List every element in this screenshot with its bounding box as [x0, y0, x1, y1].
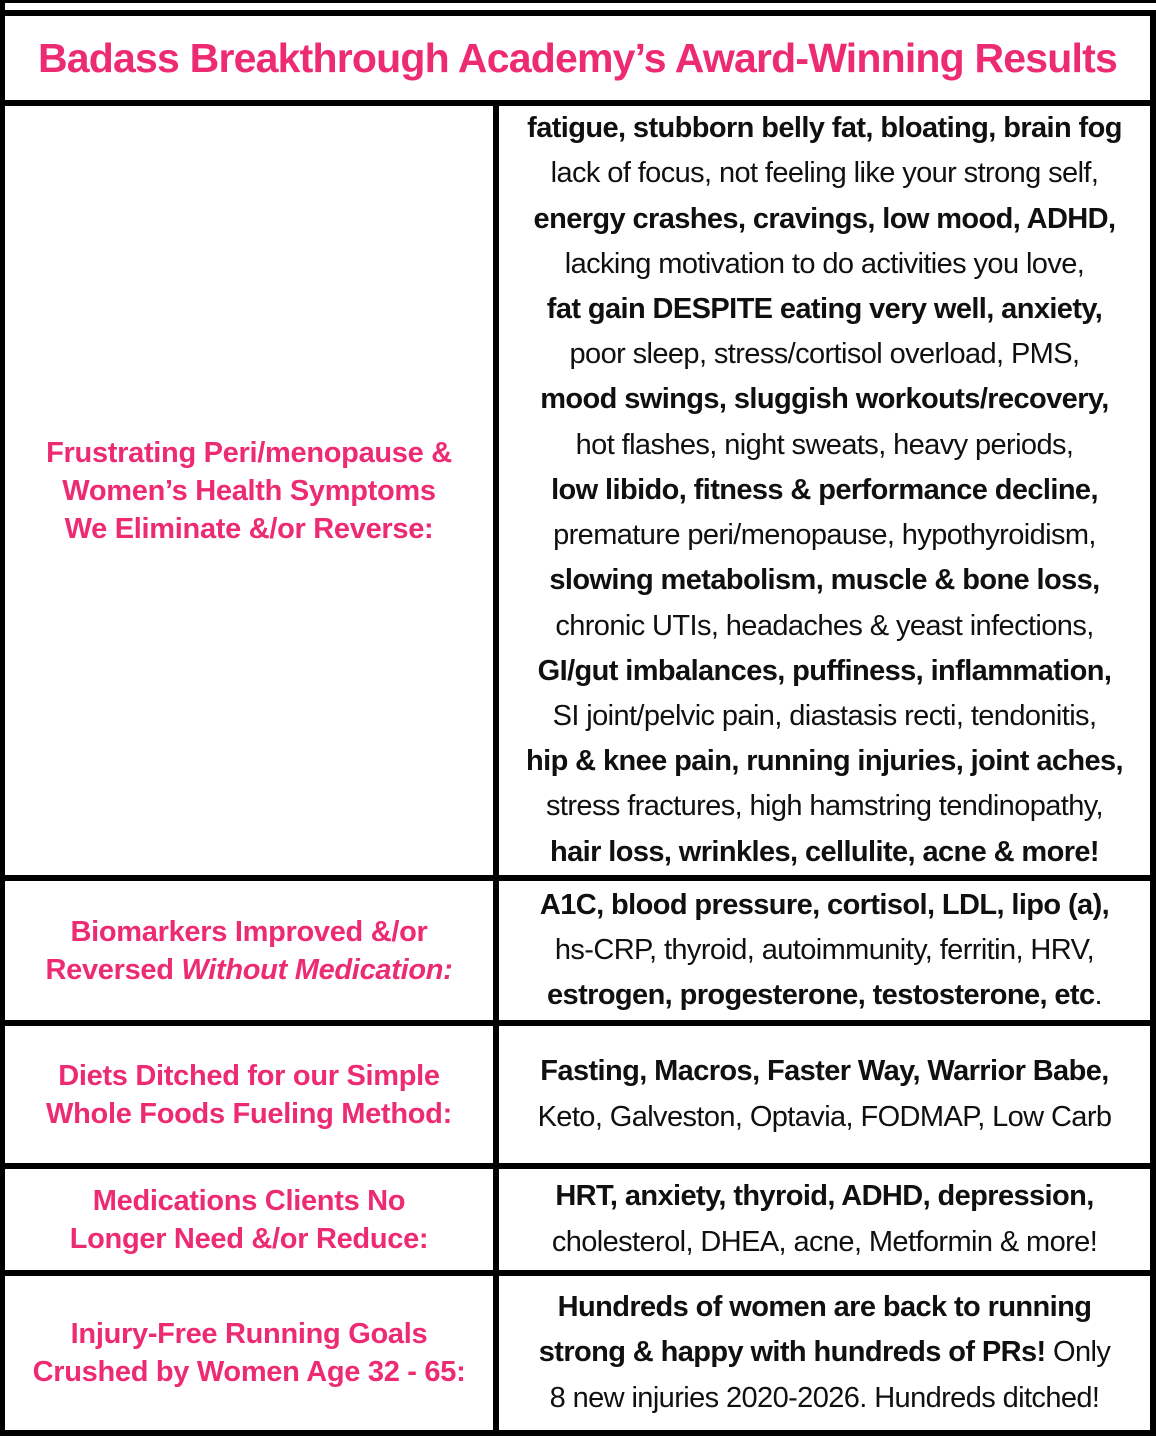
row-biomarkers-label [5, 881, 493, 1020]
row-symptoms-content [499, 106, 1150, 875]
content-line [551, 468, 1098, 513]
results-table [0, 10, 1156, 1436]
text-segment: HRT, anxiety, thyroid, ADHD, depression, [555, 1180, 1094, 1213]
content-line [540, 1049, 1108, 1094]
text-segment: Longer Need &/or Reduce: [69, 1222, 429, 1255]
text-segment: hip & knee pain, running injuries, joint aches, [526, 745, 1123, 778]
text-segment: Keto, Galveston, Optavia, FODMAP, Low Carb [537, 1100, 1112, 1133]
label-line [45, 951, 452, 989]
text-segment: Women’s Health Symptoms [62, 474, 436, 507]
text-segment: Diets Ditched for our Simple [58, 1059, 440, 1092]
row-medications-label [5, 1169, 493, 1270]
text-segment: chronic UTIs, headaches & yeast infections, [555, 609, 1094, 642]
text-segment: fatigue, stubborn belly fat, bloating, brain fog [527, 112, 1122, 145]
content-line [550, 830, 1099, 875]
content-line [553, 694, 1097, 739]
page-title: Badass Breakthrough Academy’s Award-Winning Results [38, 34, 1117, 81]
content-line [527, 106, 1122, 151]
content-line [549, 558, 1099, 603]
text-segment: Fasting, Macros, Faster Way, Warrior Babe, [540, 1055, 1109, 1088]
label-line [46, 434, 452, 472]
text-segment: Crushed by Women Age 32 - 65: [32, 1356, 466, 1388]
text-segment: poor sleep, stress/cortisol overload, PMS, [569, 338, 1080, 371]
content-line [558, 1285, 1092, 1330]
content-line [551, 151, 1099, 196]
content-line [576, 423, 1074, 468]
text-segment: fat gain DESPITE eating very well, anxiety, [546, 293, 1103, 326]
text-segment: 8 new injuries 2020-2026. Hundreds ditched! [549, 1381, 1100, 1414]
text-segment: lack of focus, not feeling like your strong self, [550, 157, 1099, 190]
label-line [58, 1057, 440, 1095]
label-line [70, 1220, 429, 1258]
text-segment: We Eliminate &/or Reverse: [64, 512, 434, 545]
text-segment: Injury-Free Running Goals [70, 1318, 428, 1350]
text-segment: slowing metabolism, muscle & bone loss, [549, 564, 1100, 597]
content-line [538, 1095, 1112, 1140]
content-line [538, 649, 1112, 694]
content-line [547, 973, 1102, 1018]
content-line [534, 197, 1116, 242]
row-symptoms-label [5, 106, 493, 875]
row-diets-label [5, 1026, 493, 1163]
label-line [93, 1182, 405, 1220]
content-line [526, 739, 1123, 784]
content-line [555, 928, 1094, 973]
label-line [46, 1095, 452, 1133]
text-segment: . [1094, 979, 1102, 1012]
text-segment: Hundreds of women are back to running [557, 1291, 1092, 1324]
row-biomarkers-content [499, 881, 1150, 1020]
content-line [565, 242, 1084, 287]
text-segment: Only [1045, 1336, 1111, 1369]
text-segment: Without Medication: [181, 953, 453, 986]
text-segment: energy crashes, cravings, low mood, ADHD, [533, 202, 1116, 235]
text-segment: Medications Clients No [92, 1184, 406, 1217]
text-segment: SI joint/pelvic pain, diastasis recti, tendonitis, [552, 699, 1097, 732]
label-line [33, 1353, 466, 1391]
label-line [65, 510, 434, 548]
text-segment: Reversed [45, 953, 182, 986]
row-medications-content [499, 1169, 1150, 1270]
text-segment: Biomarkers Improved &/or [70, 915, 428, 948]
content-line [540, 883, 1109, 928]
content-line [539, 1330, 1111, 1375]
text-segment: A1C, blood pressure, cortisol, LDL, lipo (a), [539, 888, 1110, 921]
text-segment: hot flashes, night sweats, heavy periods, [575, 428, 1074, 461]
text-segment: Frustrating Peri/menopause & [46, 436, 452, 469]
row-running-goals-content [499, 1276, 1150, 1430]
text-segment: stress fractures, high hamstring tendinopathy, [546, 790, 1103, 823]
text-segment: hair loss, wrinkles, cellulite, acne & more! [550, 835, 1099, 868]
text-segment: strong & happy with hundreds of PRs! [538, 1336, 1046, 1369]
text-segment: premature peri/menopause, hypothyroidism, [553, 519, 1096, 552]
top-border-line [0, 0, 1156, 3]
content-line [553, 513, 1096, 558]
row-diets-content [499, 1026, 1150, 1163]
content-line [550, 1376, 1100, 1421]
label-line [70, 913, 427, 951]
text-segment: hs-CRP, thyroid, autoimmunity, ferritin, HRV, [554, 933, 1095, 966]
content-line [547, 287, 1102, 332]
text-segment: estrogen, progesterone, testosterone, etc [547, 979, 1095, 1012]
table-header [5, 16, 1150, 100]
text-segment: mood swings, sluggish workouts/recovery, [540, 383, 1109, 416]
content-line [546, 784, 1103, 829]
text-segment: lacking motivation to do activities you love, [564, 247, 1085, 280]
row-running-goals-label [5, 1276, 493, 1430]
content-line [555, 604, 1093, 649]
label-line [71, 1315, 428, 1353]
content-line [540, 377, 1108, 422]
text-segment: Whole Foods Fueling Method: [46, 1097, 452, 1130]
text-segment: GI/gut imbalances, puffiness, inflammation, [537, 654, 1112, 687]
label-line [62, 472, 435, 510]
content-line [570, 332, 1080, 377]
content-line [552, 1220, 1097, 1265]
text-segment: cholesterol, DHEA, acne, Metformin & more! [551, 1225, 1098, 1258]
text-segment: low libido, fitness & performance decline, [551, 473, 1098, 506]
content-line [555, 1174, 1093, 1219]
